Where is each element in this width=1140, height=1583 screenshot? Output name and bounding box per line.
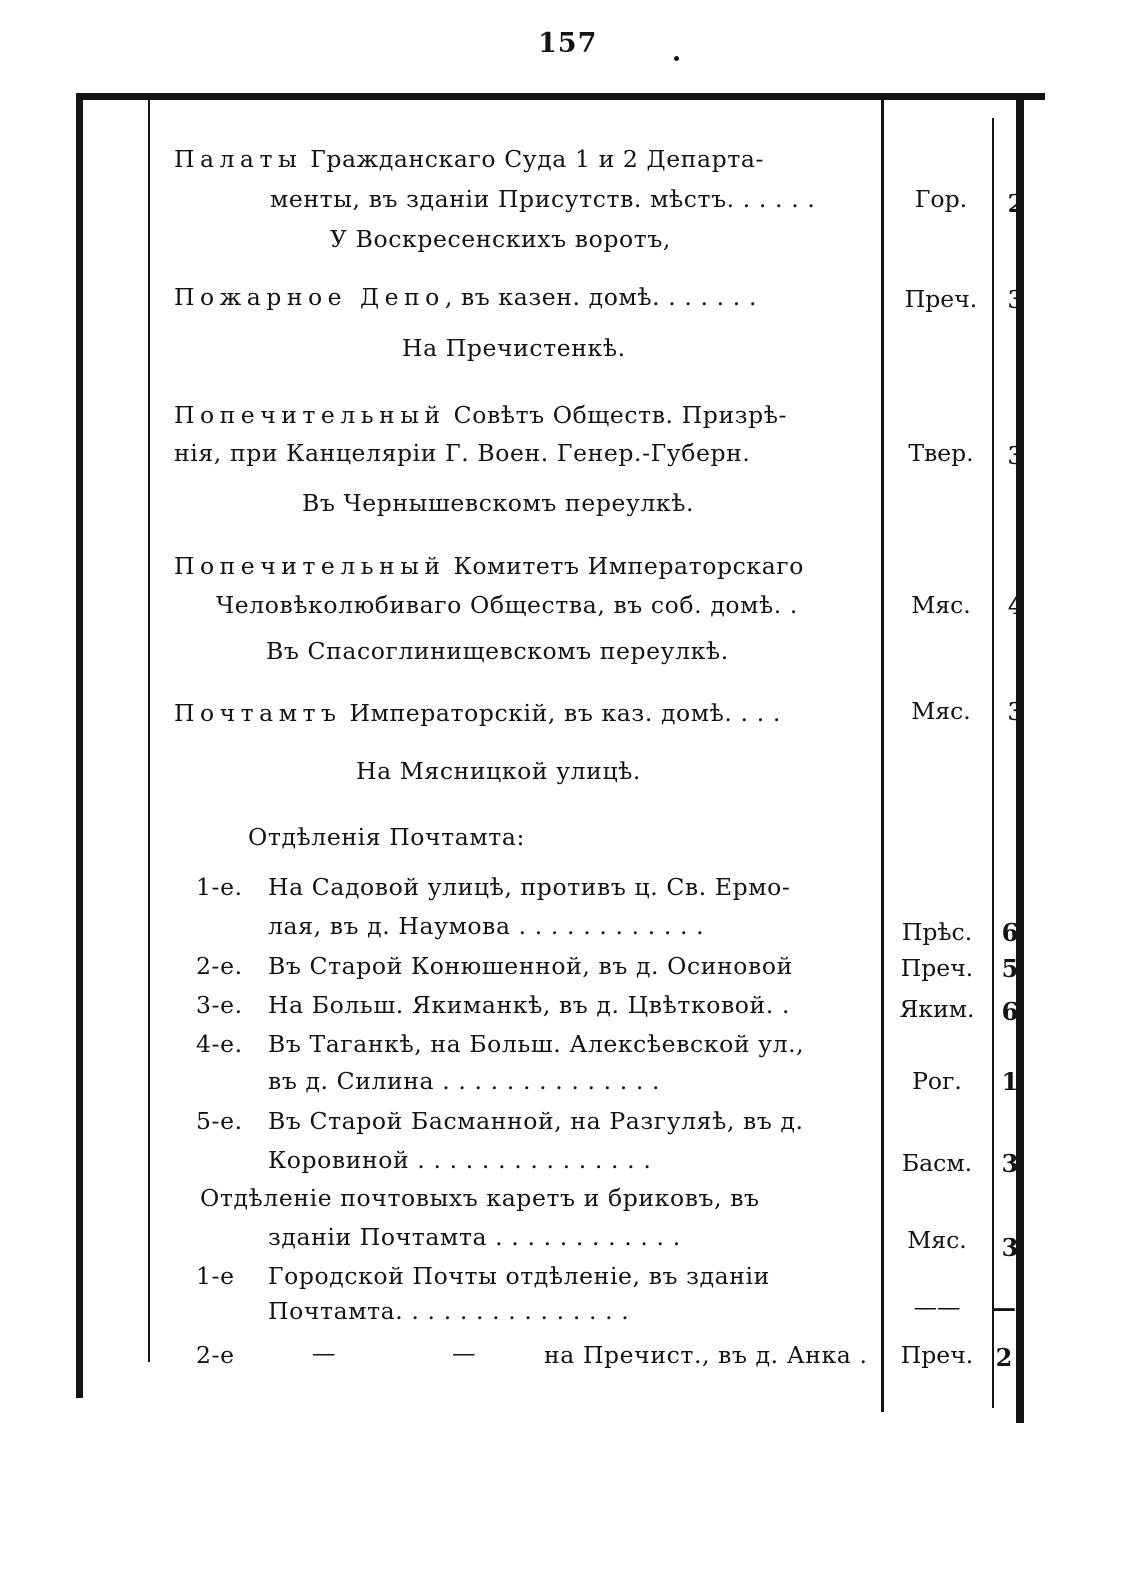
carriages-line-2: зданіи Почтамта . . . . . . . . . . . . (268, 1223, 681, 1251)
entry-heading: Попечительный (174, 552, 446, 580)
branch-3-line-1: На Больш. Якиманкѣ, въ д. Цвѣтковой. . (268, 991, 791, 1019)
entry-palaty-location: У Воскресенскихъ воротъ, (330, 225, 671, 253)
entry-sovet-line-2: нія, при Канцеляріи Г. Воен. Генер.-Губерн. (174, 439, 751, 467)
city-post-1-number: — (992, 1293, 1016, 1322)
entry-heading: Попечительный (174, 401, 446, 429)
frame-left-rule (76, 93, 83, 1398)
entry-depo-line-1: Пожарное Депо, въ казен. домѣ. . . . . . . (174, 283, 758, 311)
branches-title: Отдѣленія Почтамта: (248, 823, 526, 851)
city-post-2-dash-1: — (312, 1339, 337, 1367)
entry-heading: Почтамтъ (174, 699, 342, 727)
page-number: 157 (538, 28, 598, 59)
branch-4-line-1: Въ Таганкѣ, на Больш. Алексѣевской ул., (268, 1030, 805, 1058)
entry-heading: Пожарное Депо (174, 283, 445, 311)
city-post-1-line-2: Почтамта. . . . . . . . . . . . . . . (268, 1297, 630, 1325)
entry-palaty-line-2: менты, въ зданіи Присутств. мѣстъ. . . . . . (270, 185, 816, 213)
branch-4-label: 4-е. (196, 1030, 243, 1058)
branch-3-number: 6 (1001, 997, 1019, 1026)
branch-1-label: 1-е. (196, 873, 243, 901)
city-post-1-line-1: Городской Почты отдѣленіе, въ зданіи (268, 1262, 770, 1290)
entry-pochtamt-location: На Мясницкой улицѣ. (356, 757, 642, 785)
branch-5-line-2: Коровиной . . . . . . . . . . . . . . . (268, 1146, 652, 1174)
city-post-1-label: 1-е (196, 1262, 235, 1290)
branch-4-line-2: въ д. Силина . . . . . . . . . . . . . . (268, 1067, 661, 1095)
city-post-2-dash-2: — (452, 1339, 477, 1367)
city-post-2-label: 2-е (196, 1341, 235, 1369)
stray-dot (674, 56, 679, 61)
branch-3-district: Яким. (899, 995, 975, 1023)
branch-4-number: 1 (1001, 1067, 1019, 1096)
entry-depo-location: На Пречистенкѣ. (402, 334, 626, 362)
entry-palaty-district: Гор. (914, 185, 968, 213)
entry-sovet-line-1: Попечительный Совѣтъ Обществ. Призрѣ- (174, 401, 788, 429)
city-post-1-district: —— (913, 1293, 961, 1321)
entry-depo-number: 3 (1007, 285, 1025, 314)
entry-pochtamt-number: 3 (1007, 697, 1025, 726)
branch-5-label: 5-е. (196, 1107, 243, 1135)
inner-left-rule (148, 100, 150, 1362)
city-post-2-number: 2 (995, 1343, 1013, 1372)
branch-2-number: 5 (1001, 954, 1019, 983)
district-column-rule (881, 100, 884, 1412)
entry-pochtamt-district: Мяс. (911, 697, 971, 725)
entry-depo-district: Преч. (904, 285, 978, 313)
entry-heading: Палаты (174, 145, 303, 173)
city-post-2-line-1: на Пречист., въ д. Анка . (544, 1341, 868, 1369)
branch-4-district: Рог. (912, 1067, 962, 1095)
branch-1-number: 6 (1001, 918, 1019, 947)
branch-5-number: 3 (1001, 1149, 1019, 1178)
entry-komitet-number: 4 (1007, 591, 1025, 620)
branch-3-label: 3-е. (196, 991, 243, 1019)
entry-pochtamt-line-1: Почтамтъ Императорскій, въ каз. домѣ. . . . (174, 699, 781, 727)
branch-1-district: Прѣс. (901, 918, 973, 946)
city-post-2-district: Преч. (900, 1341, 974, 1369)
branch-5-line-1: Въ Старой Басманной, на Разгуляѣ, въ д. (268, 1107, 804, 1135)
entry-sovet-location: Въ Чернышевскомъ переулкѣ. (302, 489, 695, 517)
carriages-line-1: Отдѣленіе почтовыхъ каретъ и бриковъ, въ (200, 1184, 760, 1212)
branch-2-line-1: Въ Старой Конюшенной, въ д. Осиновой (268, 952, 793, 980)
entry-komitet-line-1: Попечительный Комитетъ Императорскаго (174, 552, 804, 580)
entry-sovet-district: Твер. (908, 439, 974, 467)
entry-palaty-line-1: Палаты Гражданскаго Суда 1 и 2 Департа- (174, 145, 765, 173)
branch-1-line-2: лая, въ д. Наумова . . . . . . . . . . . . (268, 912, 705, 940)
entry-komitet-line-2: Человѣколюбиваго Общества, въ соб. домѣ. . (216, 591, 798, 619)
entry-komitet-district: Мяс. (911, 591, 971, 619)
carriages-district: Мяс. (907, 1226, 967, 1254)
carriages-number: 3 (1001, 1233, 1019, 1262)
branch-2-label: 2-е. (196, 952, 243, 980)
entry-palaty-number: 2 (1007, 189, 1025, 218)
frame-top-rule (76, 93, 1045, 100)
entry-komitet-location: Въ Спасоглинищевскомъ переулкѣ. (266, 637, 729, 665)
branch-1-line-1: На Садовой улицѣ, противъ ц. Св. Ермо- (268, 873, 791, 901)
branch-2-district: Преч. (900, 954, 974, 982)
entry-sovet-number: 3 (1007, 441, 1025, 470)
branch-5-district: Басм. (901, 1149, 973, 1177)
